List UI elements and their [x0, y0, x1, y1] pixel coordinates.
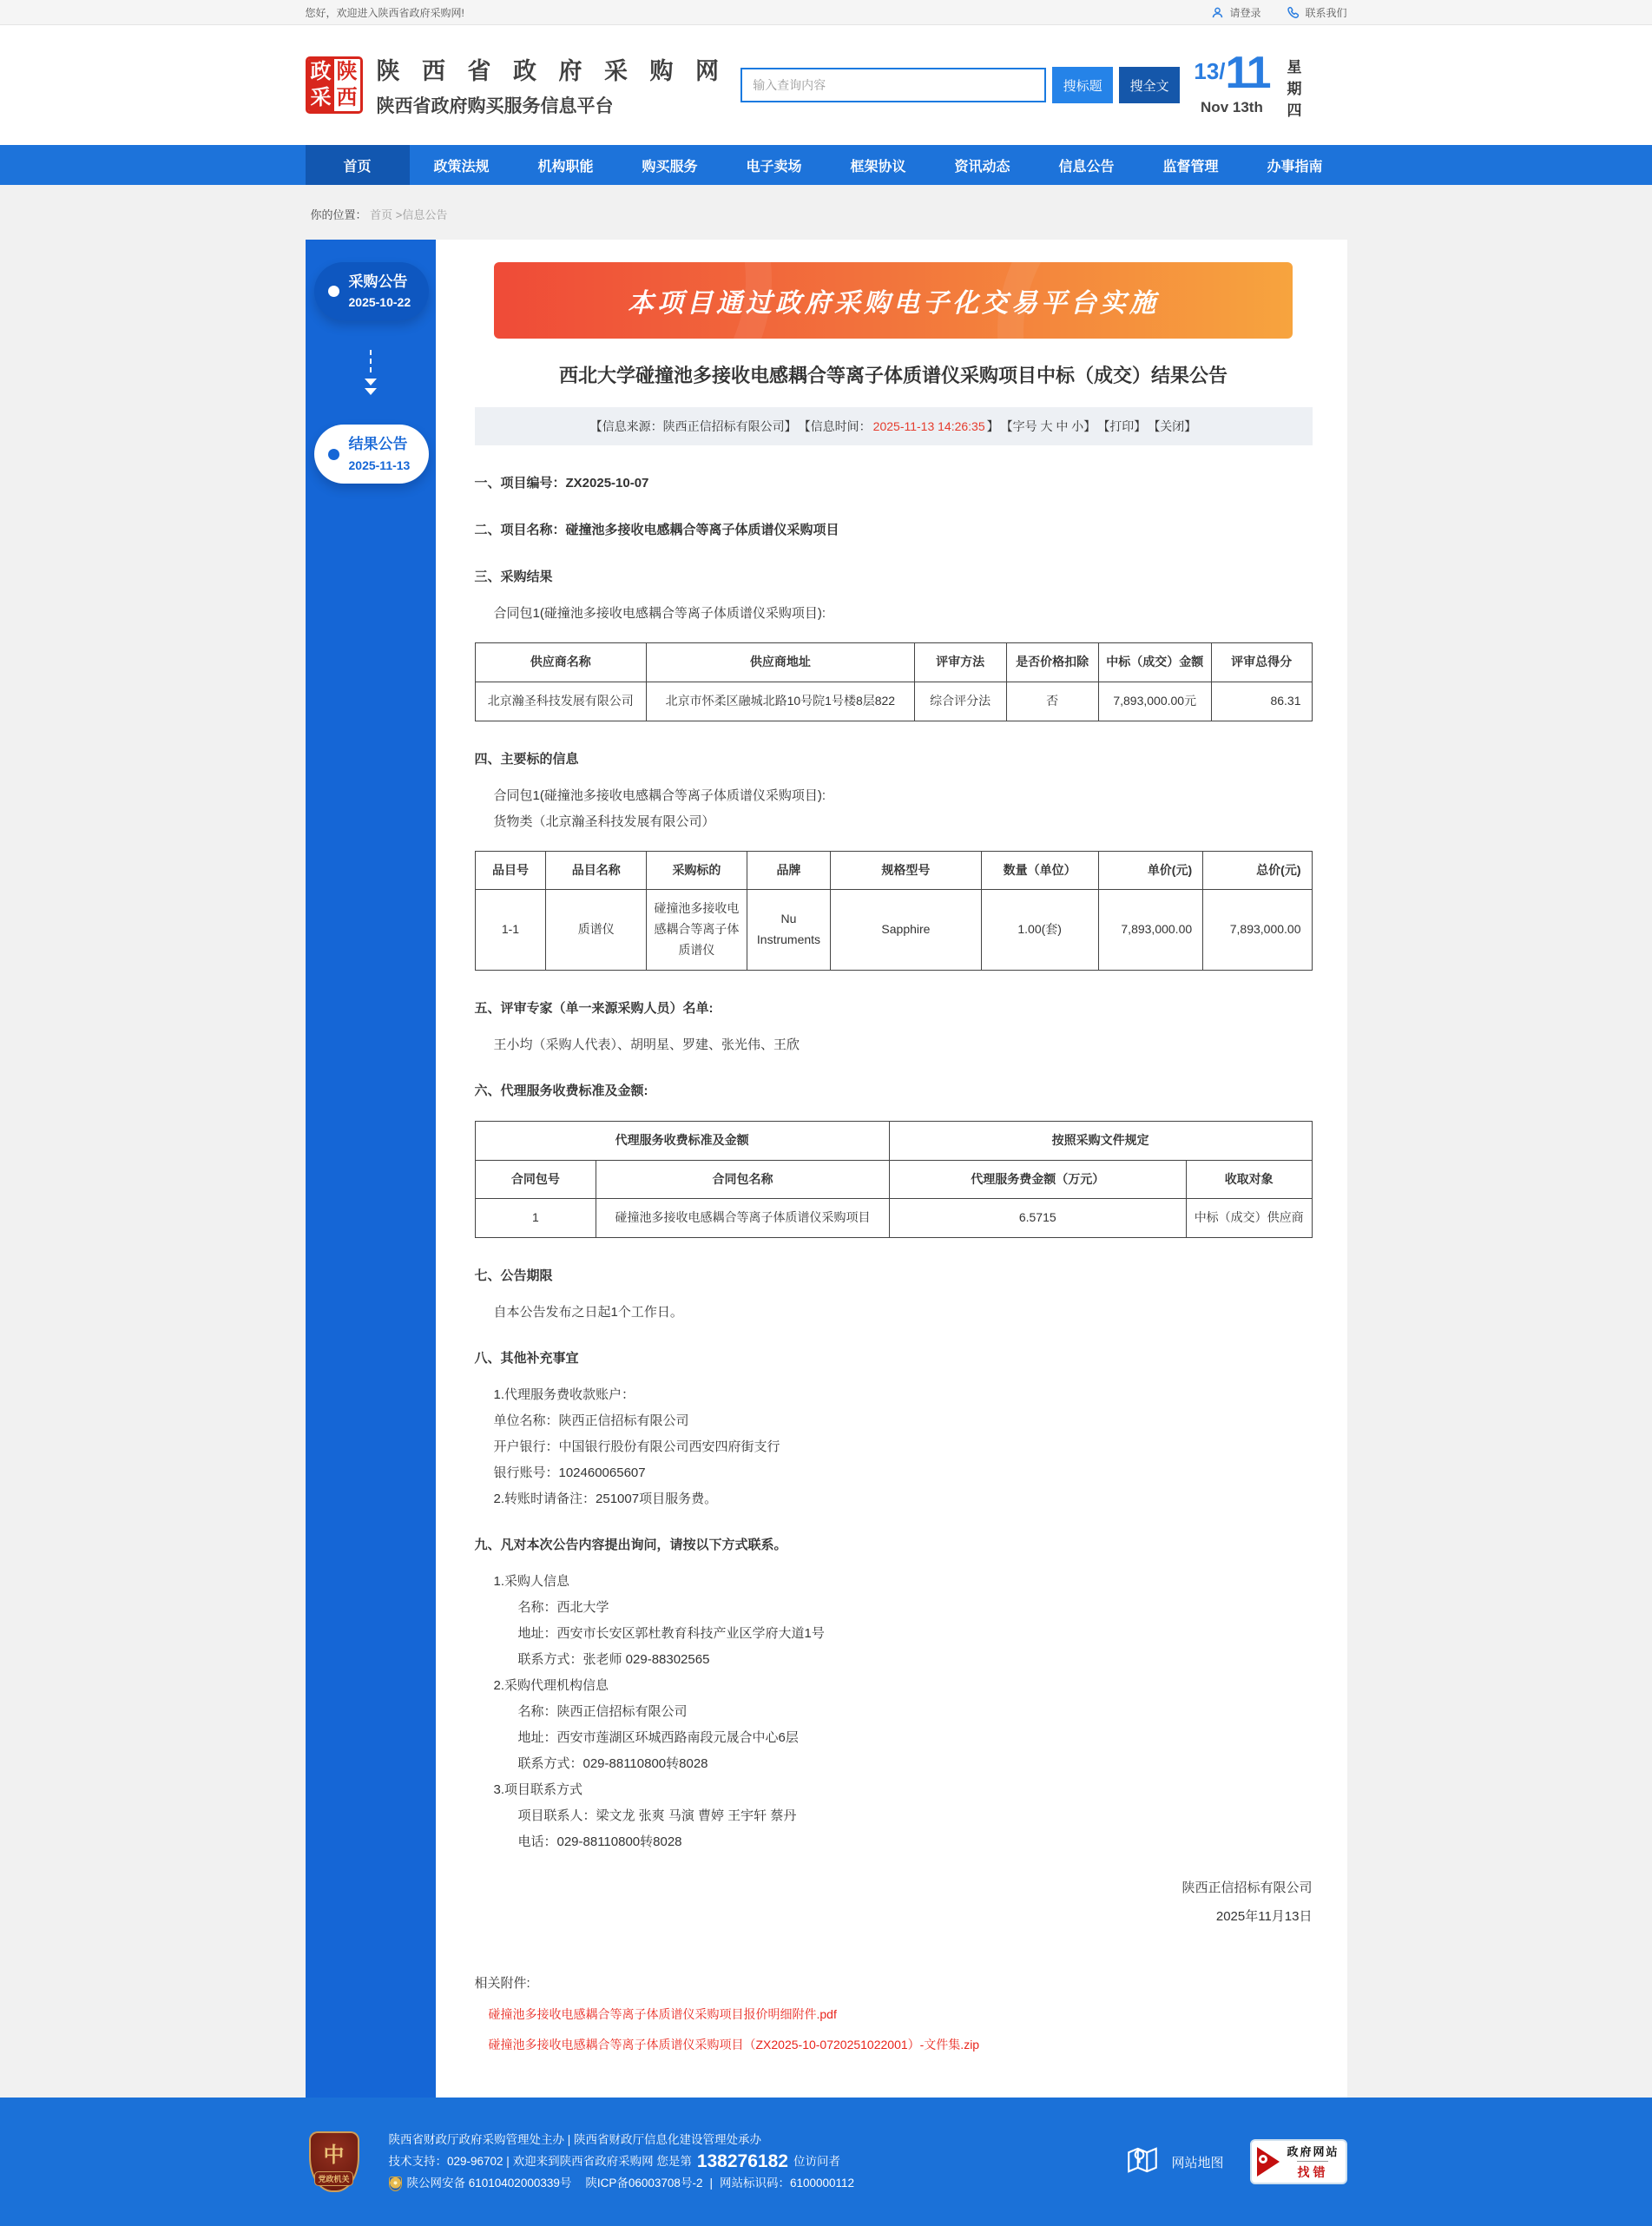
cell-package-number: 1 [475, 1199, 596, 1238]
site-header [0, 25, 1652, 145]
site-title: 陕 西 省 政 府 采 购 网 [376, 58, 727, 84]
site-identifier-code: 网站标识码：6100000112 [719, 2177, 855, 2190]
section-4-title: 四、主要标的信息 [474, 751, 579, 767]
cell-total-score: 86.31 [1211, 682, 1312, 721]
logo-char: 陕 [334, 59, 360, 85]
search-fulltext-button[interactable]: 搜全文 [1119, 67, 1180, 103]
cell-award-amount: 7,893,000.00元 [1098, 682, 1211, 721]
badge-title: 政府网站 [1287, 2145, 1339, 2159]
top-utility-bar [0, 0, 1652, 25]
main-nav [0, 145, 1652, 185]
agency-name: 名称：陕西正信招标有限公司 [517, 1704, 688, 1720]
police-badge-icon [389, 2177, 402, 2191]
section-8-line: 2.转账时请备注：251007项目服务费。 [493, 1492, 718, 1507]
footer-visitors-line [388, 2151, 1125, 2172]
section-1-project-number: 一、项目编号：ZX2025-10-07 [474, 476, 649, 491]
section-8-title: 八、其他补充事宜 [474, 1351, 579, 1367]
col-header: 是否价格扣除 [1006, 643, 1098, 682]
table-row [475, 890, 1312, 970]
meta-source: 【信息来源：陕西正信招标有限公司】 [589, 419, 797, 433]
cell-item-number: 1-1 [475, 890, 546, 970]
nav-item-policies[interactable]: 政策法规 [433, 159, 490, 175]
col-header: 评审方法 [914, 643, 1006, 682]
login-label: 请登录 [1229, 6, 1261, 19]
date-widget [1194, 47, 1346, 124]
col-header: 收取对象 [1186, 1160, 1312, 1199]
purchaser-contact: 联系方式：张老师 029-88302565 [517, 1652, 710, 1668]
purchaser-address: 地址：西安市长安区郭杜教育科技产业区学府大道1号 [517, 1626, 825, 1642]
cell-total-price: 7,893,000.00 [1203, 890, 1312, 970]
section-9-title: 九、凡对本次公告内容提出询问，请按以下方式联系。 [474, 1538, 787, 1553]
sidebar-item-procurement-notice[interactable] [314, 262, 429, 320]
timeline-dot-icon [328, 449, 339, 460]
section-8-line: 银行账号：102460065607 [493, 1465, 646, 1481]
col-header: 供应商名称 [475, 643, 647, 682]
project-contact-heading: 3.项目联系方式 [493, 1782, 583, 1798]
agency-contact: 联系方式：029-88110800转8028 [517, 1756, 708, 1772]
government-emblem-icon [309, 2131, 359, 2192]
sitemap-label: 网站地图 [1171, 2155, 1224, 2170]
logo-char: 政 [308, 59, 334, 85]
nav-item-functions[interactable]: 机构职能 [537, 159, 594, 175]
phone-icon [1287, 6, 1300, 19]
cell-supplier-name: 北京瀚圣科技发展有限公司 [475, 682, 647, 721]
col-header: 品目名称 [546, 851, 647, 890]
col-header: 评审总得分 [1211, 643, 1312, 682]
signature-org: 陕西正信招标有限公司 [1181, 1880, 1313, 1896]
timeline-sidebar [306, 240, 436, 2098]
search-input[interactable] [740, 68, 1046, 102]
nav-item-home[interactable]: 首页 [306, 145, 410, 185]
site-footer [0, 2098, 1652, 2226]
attachment-link-pdf[interactable]: 碰撞池多接收电感耦合等离子体质谱仪采购项目报价明细附件.pdf [488, 2007, 837, 2022]
agency-address: 地址：西安市莲湖区环城西路南段元晟合中心6层 [517, 1730, 799, 1746]
attachments-heading: 相关附件: [474, 1976, 530, 1992]
site-subtitle: 陕西省政府购买服务信息平台 [376, 96, 614, 116]
close-button[interactable]: 【关闭】 [1148, 419, 1197, 433]
cell-item-name: 质谱仪 [546, 890, 647, 970]
cell-supplier-address: 北京市怀柔区融城北路10号院1号楼8层822 [647, 682, 914, 721]
col-header: 品目号 [475, 851, 546, 890]
col-header: 品牌 [747, 851, 830, 890]
footer-registration-line [389, 2176, 1125, 2191]
search-bar [740, 67, 1180, 103]
emblem-label: 党政机关 [314, 2171, 352, 2186]
font-size-control[interactable]: 【字号 大 中 小】 [1000, 419, 1096, 433]
cell-unit-price: 7,893,000.00 [1098, 890, 1203, 970]
cell-quantity: 1.00(套) [981, 890, 1098, 970]
table-row [475, 1199, 1312, 1238]
section-3-package: 合同包1(碰撞池多接收电感耦合等离子体质谱仪采购项目): [493, 606, 826, 621]
brand [306, 52, 727, 118]
cell-price-deduction: 否 [1006, 682, 1098, 721]
project-contact-persons: 项目联系人：梁文龙 张爽 马演 曹婷 王宇轩 蔡丹 [517, 1808, 797, 1824]
cell-fee-payer: 中标（成交）供应商 [1186, 1199, 1312, 1238]
meta-time-label: 【信息时间： [798, 419, 872, 433]
platform-banner: 本项目通过政府采购电子化交易平台实施 [494, 262, 1293, 339]
search-title-button[interactable]: 搜标题 [1052, 67, 1113, 103]
article-meta-bar [475, 407, 1313, 445]
col-header: 合同包名称 [596, 1160, 889, 1199]
nav-item-framework[interactable]: 框架协议 [850, 159, 906, 175]
visitor-count: 138276182 [696, 2151, 788, 2172]
contact-label: 联系我们 [1305, 6, 1347, 19]
contact-link[interactable] [1287, 5, 1346, 20]
section-7-body: 自本公告发布之日起1个工作日。 [493, 1305, 683, 1320]
meta-time-close: 】 [986, 419, 999, 433]
breadcrumb-path[interactable]: 首页 >信息公告 [370, 208, 448, 221]
date-day: 13/ [1194, 57, 1226, 84]
arrow-down-icon [306, 320, 436, 425]
nav-item-supervision[interactable]: 监督管理 [1162, 159, 1219, 175]
breadcrumb [306, 185, 1347, 240]
purchaser-name: 名称：西北大学 [517, 1600, 609, 1616]
col-header: 规格型号 [831, 851, 982, 890]
section-4-category: 货物类（北京瀚圣科技发展有限公司） [493, 813, 715, 829]
sitemap-link[interactable] [1124, 2142, 1223, 2182]
purchaser-info-heading: 1.采购人信息 [493, 1574, 570, 1590]
error-report-badge[interactable] [1250, 2139, 1347, 2184]
cell-model: Sapphire [831, 890, 982, 970]
visitors-prefix: 技术支持：029-96702 | 欢迎来到陕西省政府采购网 您是第 [388, 2155, 692, 2169]
emblem-glyph: 中 [323, 2144, 345, 2168]
visitors-suffix: 位访问者 [793, 2155, 840, 2169]
map-icon [1124, 2142, 1161, 2182]
footer-organizer-line: 陕西省财政厅政府采购管理处主办 | 陕西省财政厅信息化建设管理处承办 [388, 2133, 762, 2147]
timeline-dot-icon [328, 286, 339, 297]
col-header: 采购标的 [647, 851, 747, 890]
logo-char: 西 [334, 85, 360, 111]
col-group-header: 按照采购文件规定 [889, 1121, 1312, 1160]
section-8-line: 1.代理服务费收款账户： [493, 1387, 635, 1403]
agency-fee-table [475, 1121, 1313, 1238]
col-header: 单价(元) [1098, 851, 1203, 890]
magnifier-icon [1257, 2147, 1280, 2177]
site-logo [306, 56, 363, 114]
nav-item-guide[interactable]: 办事指南 [1267, 159, 1323, 175]
section-5-expert-names: 王小均（采购人代表）、胡明星、罗建、张光伟、王欣 [493, 1037, 800, 1052]
section-5-title: 五、评审专家（单一来源采购人员）名单: [474, 1000, 714, 1016]
police-registration[interactable]: 陕公网安备 61010402000339号 [406, 2177, 572, 2190]
login-link[interactable] [1211, 5, 1260, 20]
col-group-header: 代理服务收费标准及金额 [475, 1121, 889, 1160]
sidebar-item-date: 2025-11-13 [348, 458, 411, 472]
section-3-title: 三、采购结果 [474, 570, 553, 584]
logo-char: 采 [308, 85, 334, 111]
project-contact-phone: 电话：029-88110800转8028 [517, 1834, 682, 1850]
cell-review-method: 综合评分法 [914, 682, 1006, 721]
table-row [475, 682, 1312, 721]
agency-info-heading: 2.采购代理机构信息 [493, 1678, 609, 1694]
user-icon [1211, 6, 1224, 19]
meta-time: 2025-11-13 14:26:35 [872, 419, 985, 433]
nav-item-news[interactable]: 资讯动态 [954, 159, 1010, 175]
nav-item-purchase-services[interactable]: 购买服务 [642, 159, 698, 175]
section-8-line: 开户银行：中国银行股份有限公司西安四府街支行 [493, 1439, 780, 1455]
col-header: 数量（单位） [981, 851, 1098, 890]
cell-package-name: 碰撞池多接收电感耦合等离子体质谱仪采购项目 [596, 1199, 889, 1238]
date-english: Nov 13th [1201, 98, 1263, 115]
signature-date: 2025年11月13日 [1215, 1909, 1313, 1925]
section-2-project-name: 二、项目名称：碰撞池多接收电感耦合等离子体质谱仪采购项目 [474, 523, 839, 537]
items-table [475, 851, 1313, 971]
sidebar-item-result-notice[interactable] [314, 425, 429, 483]
col-header: 总价(元) [1203, 851, 1312, 890]
sidebar-item-label: 结果公告 [348, 436, 408, 453]
badge-subtitle: 找错 [1297, 2161, 1328, 2181]
col-header: 合同包号 [475, 1160, 596, 1199]
cell-brand: Nu Instruments [747, 890, 830, 970]
breadcrumb-prefix: 你的位置： [310, 208, 367, 221]
section-7-title: 七、公告期限 [474, 1268, 553, 1284]
attachment-link-zip[interactable]: 碰撞池多接收电感耦合等离子体质谱仪采购项目（ZX2025-10-0720251022001）-文件集.zip [488, 2038, 980, 2052]
print-button[interactable]: 【打印】 [1097, 419, 1147, 433]
cell-procurement-target: 碰撞池多接收电感耦合等离子体质谱仪 [647, 890, 747, 970]
welcome-text: 您好，欢迎进入陕西省政府采购网! [305, 6, 464, 19]
date-weekday: 星期四 [1284, 58, 1301, 124]
section-4-package: 合同包1(碰撞池多接收电感耦合等离子体质谱仪采购项目): [493, 787, 826, 803]
separator: | [709, 2177, 713, 2190]
sidebar-item-label: 采购公告 [348, 273, 408, 290]
col-header: 供应商地址 [647, 643, 914, 682]
nav-item-announcements[interactable]: 信息公告 [1058, 159, 1115, 175]
sidebar-item-date: 2025-10-22 [348, 295, 411, 310]
col-header: 代理服务费金额（万元） [889, 1160, 1186, 1199]
article-main [436, 240, 1347, 2098]
section-8-line: 单位名称：陕西正信招标有限公司 [493, 1413, 689, 1429]
col-header: 中标（成交）金额 [1098, 643, 1211, 682]
page-title: 西北大学碰撞池多接收电感耦合等离子体质谱仪采购项目中标（成交）结果公告 [558, 365, 1227, 386]
result-table [475, 642, 1313, 721]
signature-block [475, 1880, 1313, 1925]
section-6-title: 六、代理服务收费标准及金额: [474, 1083, 648, 1098]
cell-fee-amount: 6.5715 [889, 1199, 1186, 1238]
nav-item-emall[interactable]: 电子卖场 [746, 159, 802, 175]
icp-registration[interactable]: 陕ICP备06003708号-2 [585, 2177, 703, 2190]
date-month: 11 [1225, 47, 1270, 98]
